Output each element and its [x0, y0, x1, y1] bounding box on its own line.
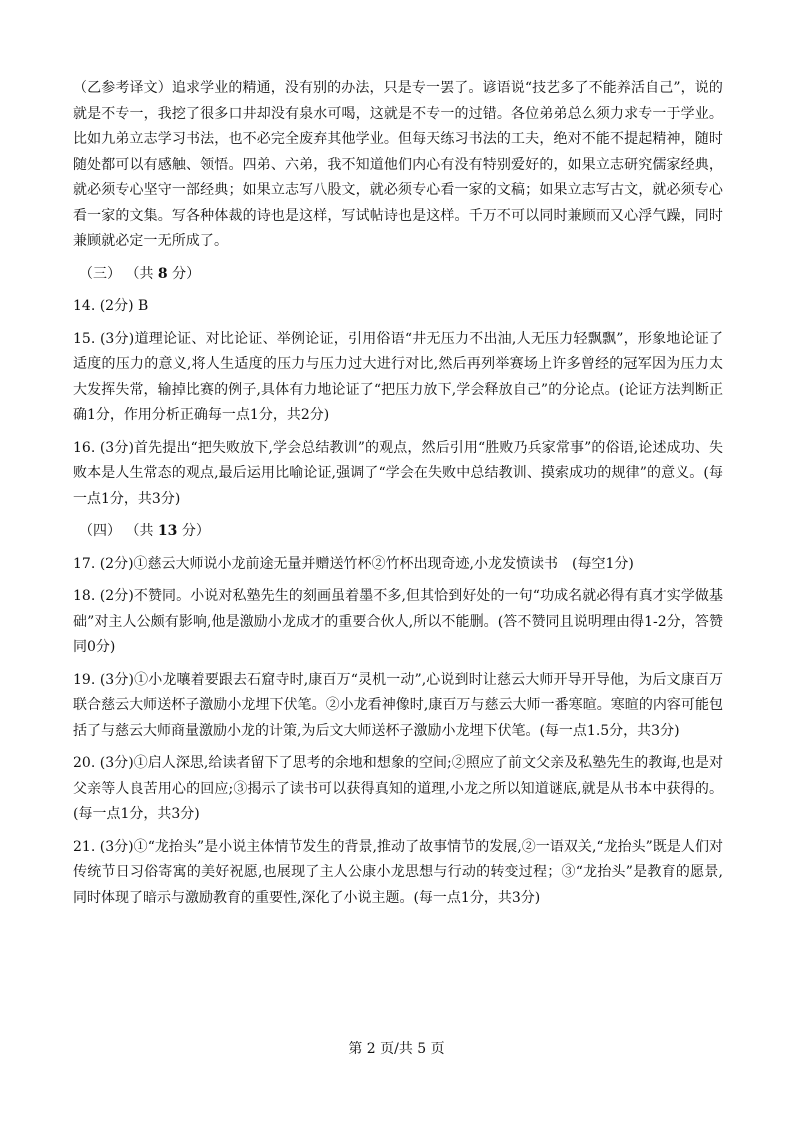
answer-20: 20. (3分)①启人深思,给读者留下了思考的余地和想象的空间;②照应了前文父亲及私塾先生的教诲,也是对父亲等人良苦用心的回应;③揭示了读书可以获得真知的道理,小龙之所以知道谜底,就是从书本中获得的。(每一点1分，共3分) — [73, 755, 723, 822]
section-four-label: （四） — [79, 523, 121, 539]
answer-21: 21. (3分)①“龙抬头”是小说主体情节发生的背景,推动了故事情节的发展,②一语双关,“龙抬头”既是人们对传统节日习俗寄寓的美好祝愿,也展现了主人公康小龙思想与行动的转变过程；③“龙抬头”是教育的愿景,同时体现了暗示与激励教育的重要性,深化了小说主题。(每一点1分，共3分) — [73, 838, 723, 906]
answer-18: 18. (2分)不赞同。小说对私塾先生的刻画虽着墨不多,但其恰到好处的一句“功成名就必得有真才实学做基础”对主人公颇有影响,他是激励小龙成才的重要合伙人,所以不能删。(答不赞同且说明理由得1-2分，答赞同0分) — [73, 588, 723, 655]
section-three-score-number: 8 — [157, 265, 168, 282]
section-four-heading — [79, 519, 723, 545]
section-four-score-number: 13 — [157, 523, 178, 539]
answer-14: 14. (2分) B — [73, 298, 149, 314]
page-footer: 第 2 页/共 5 页 — [348, 1041, 445, 1057]
section-three-label: （三） — [79, 265, 121, 282]
section-three-heading — [79, 262, 723, 288]
answer-19: 19. (3分)①小龙嚷着要跟去石窟寺时,康百万“灵机一动”,心说到时让慈云大师开导开导他，为后文康百万联合慈云大师送杯子激励小龙埋下伏笔。②小龙看神像时,康百万与慈云大师一番寒暄。寒暄的内容可能包括了与慈云大师商量激励小龙的计策,为后文大师送杯子激励小龙埋下伏笔。(每一点1.5分，共3分) — [73, 671, 723, 739]
answer-15: 15. (3分)道理论证、对比论证、举例论证，引用俗语“井无压力不出油,人无压力轻飘飘”，形象地论证了适度的压力的意义,将人生适度的压力与压力过大进行对比,然后再列举赛场上许多曾经的冠军因为压力太大发挥失常，输掉比赛的例子,具体有力地论证了“把压力放下,学会释放自己”的分论点。(论证方法判断正确1分，作用分析正确每一点1分，共2分) — [73, 330, 723, 423]
section-four-score-prefix: （共 — [125, 523, 154, 539]
answer-17: 17. (2分)①慈云大师说小龙前途无量并赠送竹杯②竹杯出现奇迹,小龙发愤读书 (每空1分) — [73, 555, 634, 572]
translation-paragraph: （乙参考译文）追求学业的精通，没有别的办法，只是专一罢了。谚语说“技艺多了不能养活自己”，说的就是不专一，我挖了很多口井却没有泉水可喝，这就是不专一的过错。各位弟弟总么须力求专一于学业。比如九弟立志学习书法，也不必完全废弃其他学业。但每天练习书法的工夫，绝对不能不提起精神，随时随处都可以有感触、领悟。四弟、六弟，我不知道他们内心有没有特别爱好的，如果立志研究儒家经典，就必须专心坚守一部经典；如果立志写八股文，就必须专心看一家的文稿；如果立志写古文，就必须专心看一家的文集。写各种体裁的诗也是这样，写试帖诗也是这样。千万不可以同时兼顾而又心浮气躁，同时兼顾就必定一无所成了。 — [73, 80, 723, 249]
answer-16: 16. (3分)首先提出“把失败放下,学会总结教训”的观点，然后引用“胜败乃兵家常事”的俗语,论述成功、失败本是人生常态的观点,最后运用比喻论证,强调了“学会在失败中总结教训、摸索成功的规律”的意义。(每一点1分，共3分) — [73, 439, 723, 507]
section-four-score-suffix: 分） — [181, 523, 210, 539]
section-three-score-suffix: 分） — [172, 265, 201, 282]
section-three-score-prefix: （共 — [125, 265, 154, 282]
answer-content — [73, 76, 723, 918]
